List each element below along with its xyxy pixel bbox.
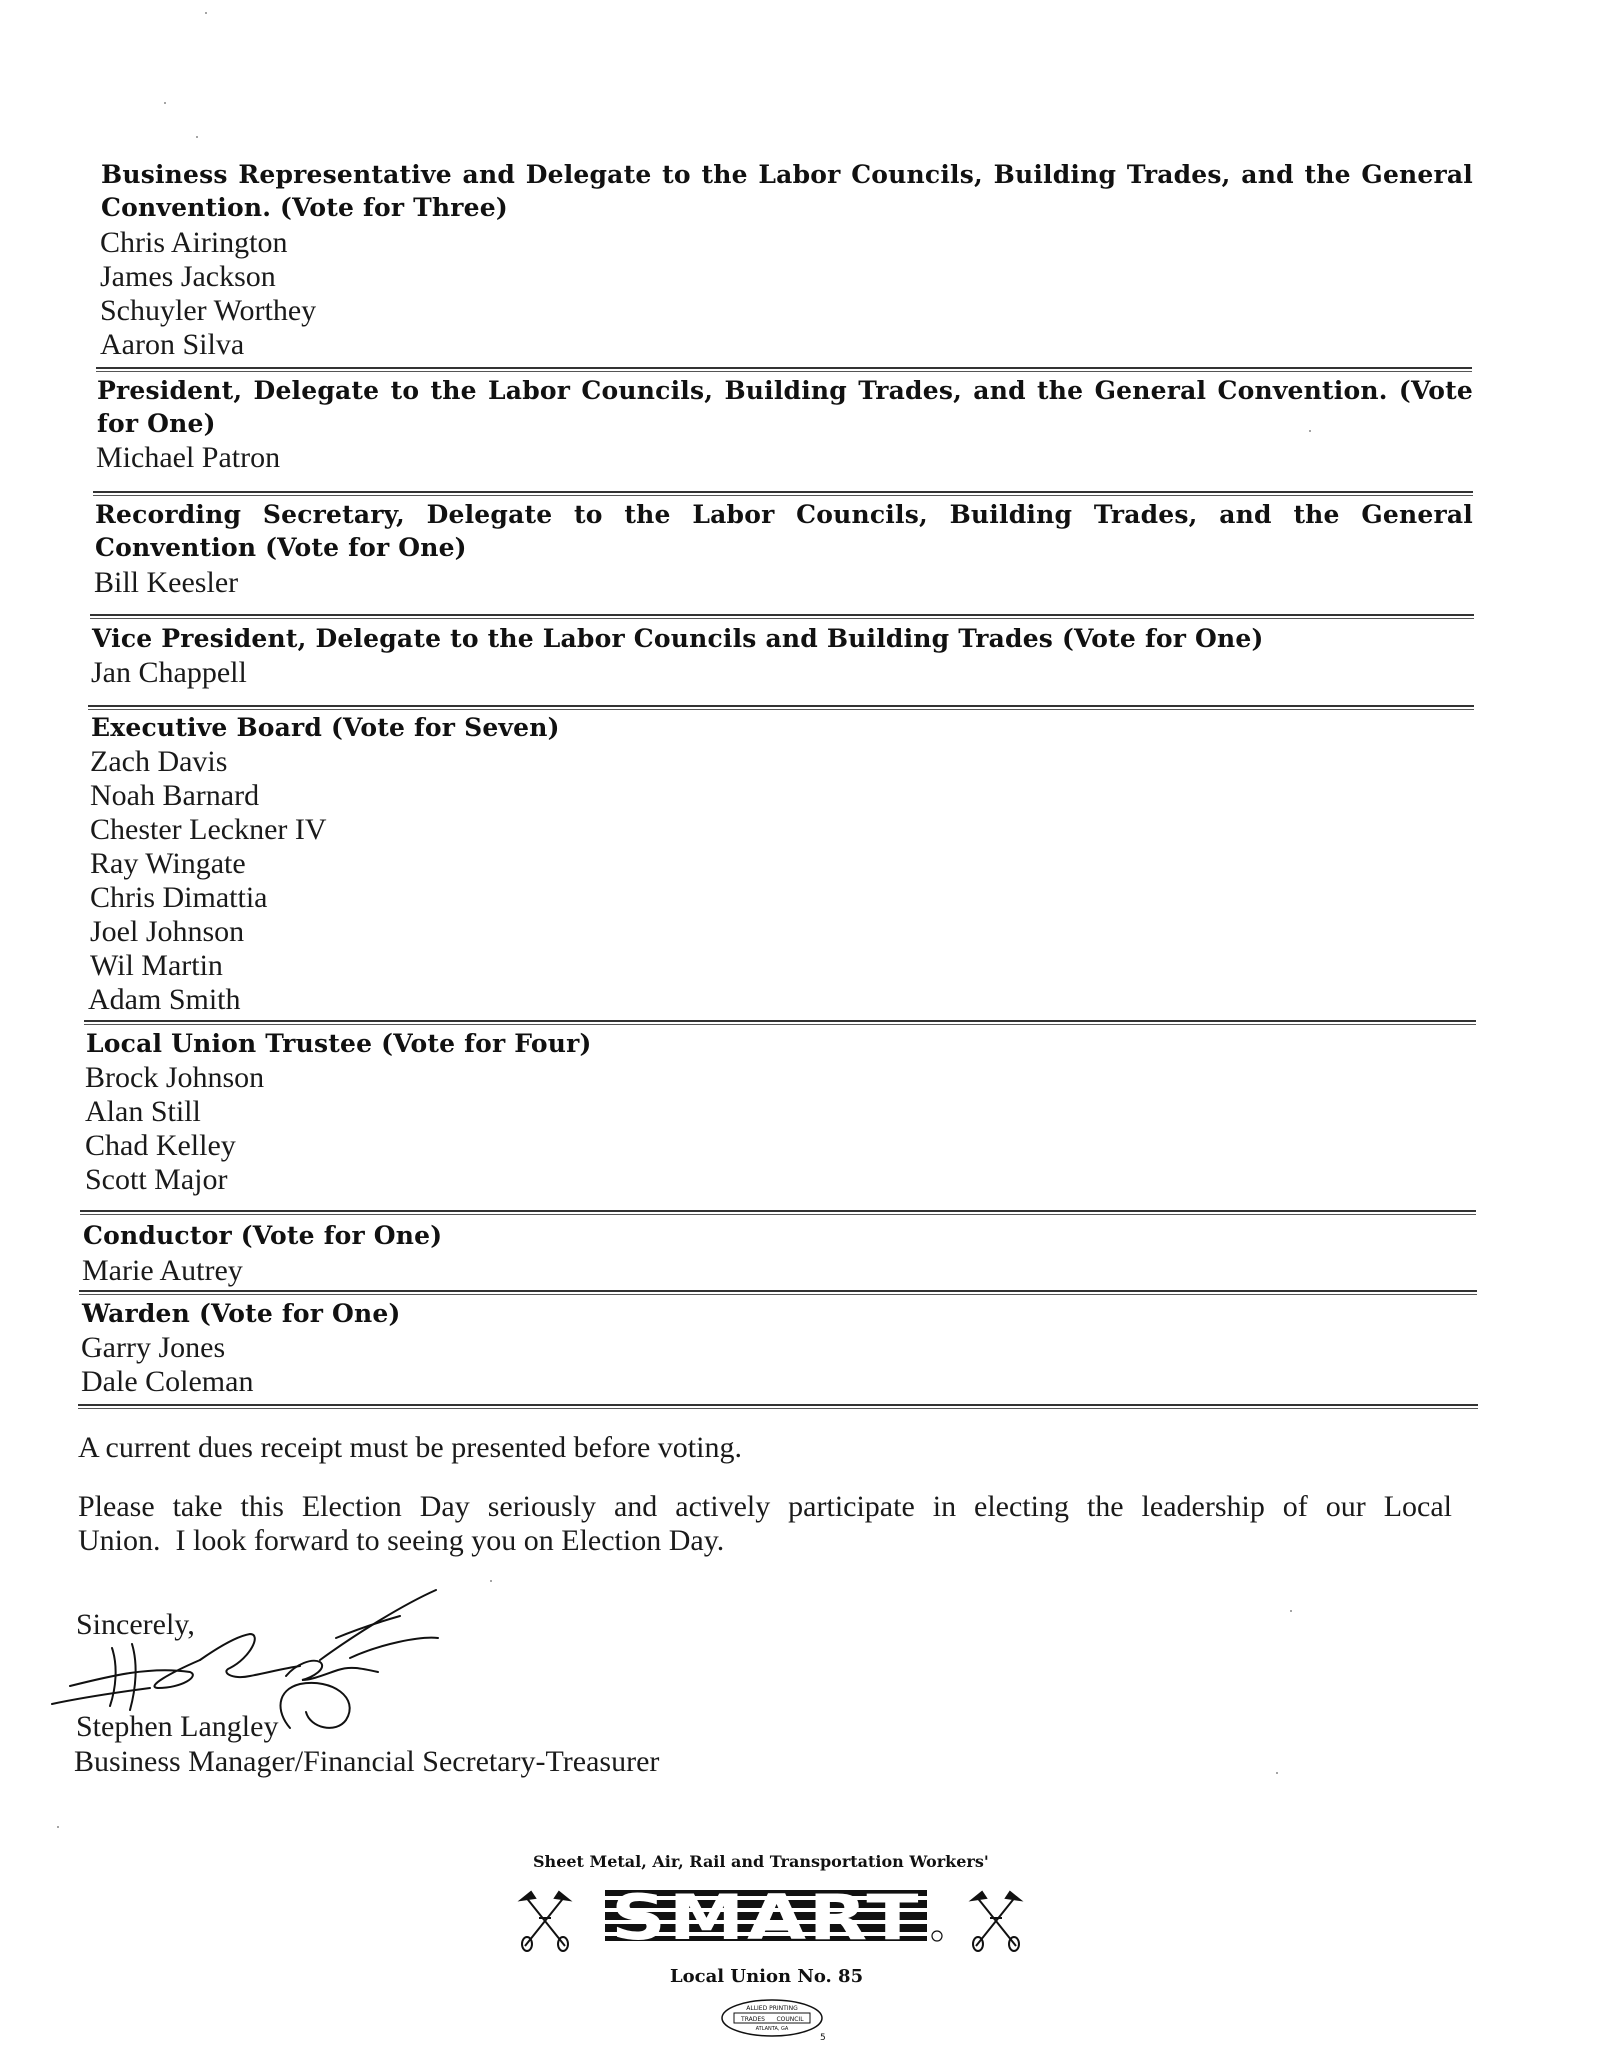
crossed-tools-icon bbox=[968, 1890, 1024, 1952]
signer-title: Business Manager/Financial Secretary-Treasurer bbox=[74, 1745, 660, 1778]
candidate-name: Scott Major bbox=[85, 1163, 228, 1196]
union-bug-icon bbox=[720, 1996, 830, 2042]
closing-paragraph-line2: Union. I look forward to seeing you on Election Day. bbox=[78, 1524, 725, 1557]
svg-text:SMART: SMART bbox=[611, 1888, 921, 1948]
section-divider bbox=[80, 1210, 1476, 1215]
section-heading: Local Union Trustee (Vote for Four) bbox=[86, 1029, 592, 1058]
scan-speck bbox=[196, 136, 198, 138]
scan-speck bbox=[57, 1826, 59, 1828]
section-heading: Warden (Vote for One) bbox=[82, 1299, 401, 1328]
scan-speck bbox=[164, 102, 166, 104]
crossed-tools-icon bbox=[517, 1890, 573, 1952]
section-heading: Executive Board (Vote for Seven) bbox=[91, 713, 560, 742]
section-heading: Recording Secretary, Delegate to the Labor Councils, Building Trades, and the General bbox=[95, 500, 1473, 529]
svg-text:TRADES: TRADES bbox=[741, 2016, 765, 2023]
svg-text:5: 5 bbox=[820, 2033, 826, 2042]
candidate-name: Chester Leckner IV bbox=[90, 813, 327, 846]
section-divider bbox=[79, 1290, 1477, 1295]
candidate-name: Bill Keesler bbox=[94, 566, 239, 599]
section-divider bbox=[93, 491, 1473, 496]
candidate-name: Aaron Silva bbox=[100, 328, 245, 361]
candidate-name: Brock Johnson bbox=[85, 1061, 265, 1094]
candidate-name: Chris Dimattia bbox=[90, 881, 268, 914]
section-divider bbox=[88, 705, 1474, 710]
candidate-name: Chad Kelley bbox=[85, 1129, 236, 1162]
dues-notice: A current dues receipt must be presented before voting. bbox=[78, 1431, 742, 1464]
section-heading: Conductor (Vote for One) bbox=[83, 1221, 443, 1250]
section-divider bbox=[78, 1404, 1478, 1409]
candidate-name: Michael Patron bbox=[96, 441, 281, 474]
candidate-name: Schuyler Worthey bbox=[100, 294, 317, 327]
section-divider bbox=[96, 367, 1472, 372]
candidate-name: Noah Barnard bbox=[90, 779, 260, 812]
scan-speck bbox=[490, 1580, 492, 1582]
svg-text:ALLIED PRINTING: ALLIED PRINTING bbox=[746, 2005, 798, 2012]
scan-speck bbox=[205, 12, 207, 14]
salutation: Sincerely, bbox=[76, 1608, 195, 1641]
candidate-name: Zach Davis bbox=[90, 745, 228, 778]
section-heading: Business Representative and Delegate to the Labor Councils, Building Trades, and the General bbox=[101, 160, 1473, 189]
candidate-name: Alan Still bbox=[85, 1095, 201, 1128]
svg-text:COUNCIL: COUNCIL bbox=[776, 2016, 804, 2023]
org-name: Sheet Metal, Air, Rail and Transportation Workers' bbox=[533, 1852, 989, 1871]
local-union-number: Local Union No. 85 bbox=[670, 1966, 864, 1987]
smart-logo bbox=[605, 1888, 945, 1948]
section-divider bbox=[84, 1020, 1476, 1025]
candidate-name: Chris Airington bbox=[100, 226, 288, 259]
candidate-name: Joel Johnson bbox=[90, 915, 245, 948]
section-heading: Convention. (Vote for Three) bbox=[101, 193, 508, 222]
candidate-name: Ray Wingate bbox=[90, 847, 246, 880]
section-heading: for One) bbox=[97, 409, 216, 438]
candidate-name: James Jackson bbox=[100, 260, 276, 293]
scan-speck bbox=[1309, 430, 1311, 432]
svg-text:ATLANTA, GA: ATLANTA, GA bbox=[755, 2026, 789, 2032]
section-heading: Convention (Vote for One) bbox=[95, 533, 467, 562]
candidate-name: Garry Jones bbox=[81, 1331, 226, 1364]
closing-paragraph-line1: Please take this Election Day seriously and actively participate in electing the leadership of our Local bbox=[78, 1490, 1452, 1523]
scan-speck bbox=[1276, 1772, 1278, 1774]
section-heading: Vice President, Delegate to the Labor Councils and Building Trades (Vote for One) bbox=[92, 624, 1264, 653]
section-divider bbox=[90, 614, 1474, 619]
signer-name: Stephen Langley bbox=[76, 1710, 279, 1743]
candidate-name: Marie Autrey bbox=[82, 1254, 243, 1287]
section-heading: President, Delegate to the Labor Councils, Building Trades, and the General Convention. (Vote bbox=[97, 376, 1473, 405]
candidate-name: Jan Chappell bbox=[91, 656, 247, 689]
candidate-name: Wil Martin bbox=[90, 949, 223, 982]
scan-speck bbox=[1290, 1610, 1292, 1612]
candidate-name: Adam Smith bbox=[88, 983, 241, 1016]
candidate-name: Dale Coleman bbox=[81, 1365, 254, 1398]
